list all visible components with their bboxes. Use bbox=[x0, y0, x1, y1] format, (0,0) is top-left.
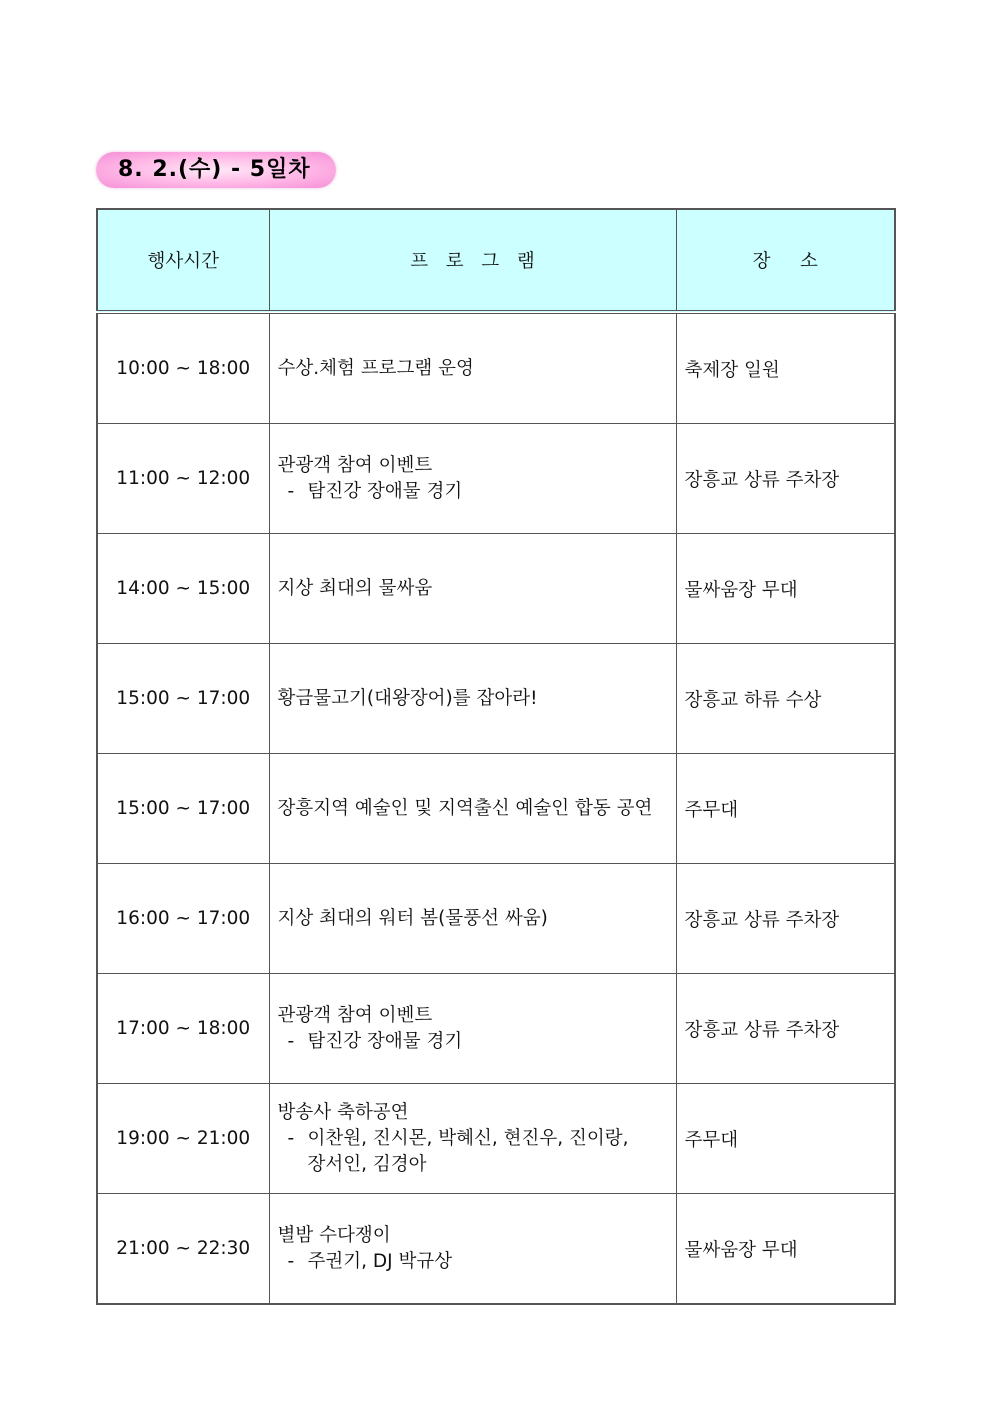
program-cell bbox=[269, 424, 676, 534]
table-row bbox=[97, 312, 895, 424]
place-cell: 장흥교 상류 주차장 bbox=[676, 424, 895, 534]
detail-text: 탐진강 장애물 경기 bbox=[307, 1030, 463, 1052]
detail-continuation: 장서인, 김경아 bbox=[307, 1153, 427, 1175]
program-title: 수상.체험 프로그램 운영 bbox=[277, 357, 474, 379]
table-row bbox=[97, 534, 895, 644]
detail-dash: - bbox=[287, 1127, 295, 1149]
program-detail bbox=[278, 1126, 676, 1152]
schedule-table bbox=[96, 208, 896, 1305]
program-title: 지상 최대의 워터 봄(물풍선 싸움) bbox=[277, 907, 548, 929]
program-cell bbox=[269, 534, 676, 644]
header-place: 장 소 bbox=[676, 209, 895, 312]
place-cell: 물싸움장 무대 bbox=[676, 534, 895, 644]
program-title: 지상 최대의 물싸움 bbox=[277, 577, 433, 599]
time-cell: 16:00 ~ 17:00 bbox=[97, 864, 269, 974]
place-cell: 물싸움장 무대 bbox=[676, 1194, 895, 1305]
detail-text: 탐진강 장애물 경기 bbox=[307, 480, 463, 502]
program-detail bbox=[278, 479, 676, 505]
header-program: 프 로 그 램 bbox=[269, 209, 676, 312]
table-row bbox=[97, 974, 895, 1084]
time-cell: 19:00 ~ 21:00 bbox=[97, 1084, 269, 1194]
table-row bbox=[97, 864, 895, 974]
header-row bbox=[97, 209, 895, 312]
place-cell: 장흥교 하류 수상 bbox=[676, 644, 895, 754]
program-cell bbox=[269, 864, 676, 974]
place-cell: 장흥교 상류 주차장 bbox=[676, 864, 895, 974]
program-title: 별밤 수다쟁이 bbox=[277, 1224, 391, 1246]
header-time: 행사시간 bbox=[97, 209, 269, 312]
time-cell: 10:00 ~ 18:00 bbox=[97, 312, 269, 424]
time-cell: 15:00 ~ 17:00 bbox=[97, 644, 269, 754]
program-title: 관광객 참여 이벤트 bbox=[277, 454, 433, 476]
program-cell bbox=[269, 754, 676, 864]
table-row bbox=[97, 644, 895, 754]
table-row bbox=[97, 424, 895, 534]
time-cell: 14:00 ~ 15:00 bbox=[97, 534, 269, 644]
place-cell: 축제장 일원 bbox=[676, 312, 895, 424]
program-cell bbox=[269, 644, 676, 754]
program-title: 장흥지역 예술인 및 지역출신 예술인 합동 공연 bbox=[277, 797, 653, 819]
program-title: 황금물고기(대왕장어)를 잡아라! bbox=[277, 687, 538, 709]
time-cell: 17:00 ~ 18:00 bbox=[97, 974, 269, 1084]
program-cell bbox=[269, 974, 676, 1084]
table-row bbox=[97, 1084, 895, 1194]
detail-dash: - bbox=[287, 1030, 295, 1052]
program-title: 관광객 참여 이벤트 bbox=[277, 1004, 433, 1026]
detail-dash: - bbox=[287, 1250, 295, 1272]
place-cell: 주무대 bbox=[676, 754, 895, 864]
detail-text: 이찬원, 진시몬, 박혜신, 현진우, 진이랑, bbox=[307, 1127, 629, 1149]
table-row bbox=[97, 754, 895, 864]
program-cell bbox=[269, 312, 676, 424]
time-cell: 11:00 ~ 12:00 bbox=[97, 424, 269, 534]
program-cell bbox=[269, 1084, 676, 1194]
program-detail bbox=[278, 1029, 676, 1055]
place-cell: 주무대 bbox=[676, 1084, 895, 1194]
day-title: 8. 2.(수) - 5일차 bbox=[118, 157, 311, 182]
program-detail bbox=[278, 1249, 676, 1275]
time-cell: 15:00 ~ 17:00 bbox=[97, 754, 269, 864]
time-cell: 21:00 ~ 22:30 bbox=[97, 1194, 269, 1305]
place-cell: 장흥교 상류 주차장 bbox=[676, 974, 895, 1084]
detail-dash: - bbox=[287, 480, 295, 502]
table-row bbox=[97, 1194, 895, 1305]
program-title: 방송사 축하공연 bbox=[277, 1101, 409, 1123]
program-cell bbox=[269, 1194, 676, 1305]
detail-text: 주권기, DJ 박규상 bbox=[307, 1250, 453, 1272]
